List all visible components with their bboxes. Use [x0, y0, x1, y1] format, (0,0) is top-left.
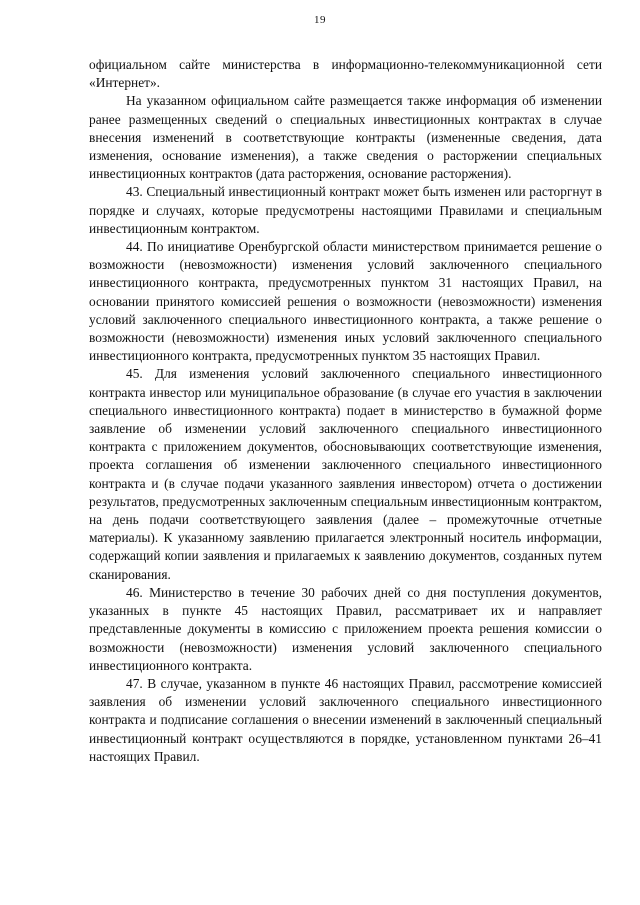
paragraph-46: 46. Министерство в течение 30 рабочих дней со дня поступления документов, указанных в пункте 45 настоящих Правил, рассматривает их и направляет представленные документы в комиссию с приложением проекта решения комиссии о возможности (невозможности) изменения условий заключенного специального инвестиционного контракта. [89, 584, 602, 673]
document-body [89, 56, 602, 766]
paragraph-website-info: На указанном официальном сайте размещается также информация об изменении ранее размещенных сведений о специальных инвестиционных контрактах в случае внесения изменений в соответствующие контракты (измененные сведения, дата изменения, основание изменения), а также сведения о расторжении специальных инвестиционных контрактов (дата расторжения, основание расторжения). [89, 93, 602, 182]
paragraph-continuation: официальном сайте министерства в информационно-телекоммуникационной сети «Интернет». [89, 57, 602, 91]
paragraph-45: 45. Для изменения условий заключенного специального инвестиционного контракта инвестор или муниципальное образование (в случае его участия в заключении специального инвестиционного контракта) подает в министерство в бумажной форме заявление об изменении условий заключенного специального инвестиционного контракта с приложением документов, обосновывающих соответствующие изменения, проекта соглашения об изменении заключенного специального инвестиционного контракта и (в случае подачи указанного заявления инвестором) отчета о достижении результатов, предусмотренных заключенным специальным инвестиционным контрактом, на день подачи соответствующего заявления (далее – промежуточные отчетные материалы). К указанному заявлению прилагается электронный носитель информации, содержащий копии заявления и прилагаемых к заявлению документов, созданных путем сканирования. [89, 366, 602, 582]
paragraph-44: 44. По инициативе Оренбургской области министерством принимается решение о возможности (невозможности) изменения условий заключенного специального инвестиционного контракта, предусмотренных пунктом 31 настоящих Правил, на основании принятого комиссией решения о возможности (невозможности) изменения условий заключенного специального инвестиционного контракта, а также решение о возможности (невозможности) изменения иных условий заключенного специального инвестиционного контракта, предусмотренных пунктом 35 настоящих Правил. [89, 239, 602, 364]
page-number: 19 [314, 14, 326, 26]
paragraph-47: 47. В случае, указанном в пункте 46 настоящих Правил, рассмотрение комиссией заявления об изменении условий заключенного специального инвестиционного контракта и подписание соглашения о внесении изменений в заключенный специальный инвестиционный контракт осуществляются в порядке, установленном пунктами 26–41 настоящих Правил. [89, 675, 602, 764]
paragraph-43: 43. Специальный инвестиционный контракт может быть изменен или расторгнут в порядке и случаях, которые предусмотрены настоящими Правилами и специальным инвестиционным контрактом. [89, 184, 602, 236]
